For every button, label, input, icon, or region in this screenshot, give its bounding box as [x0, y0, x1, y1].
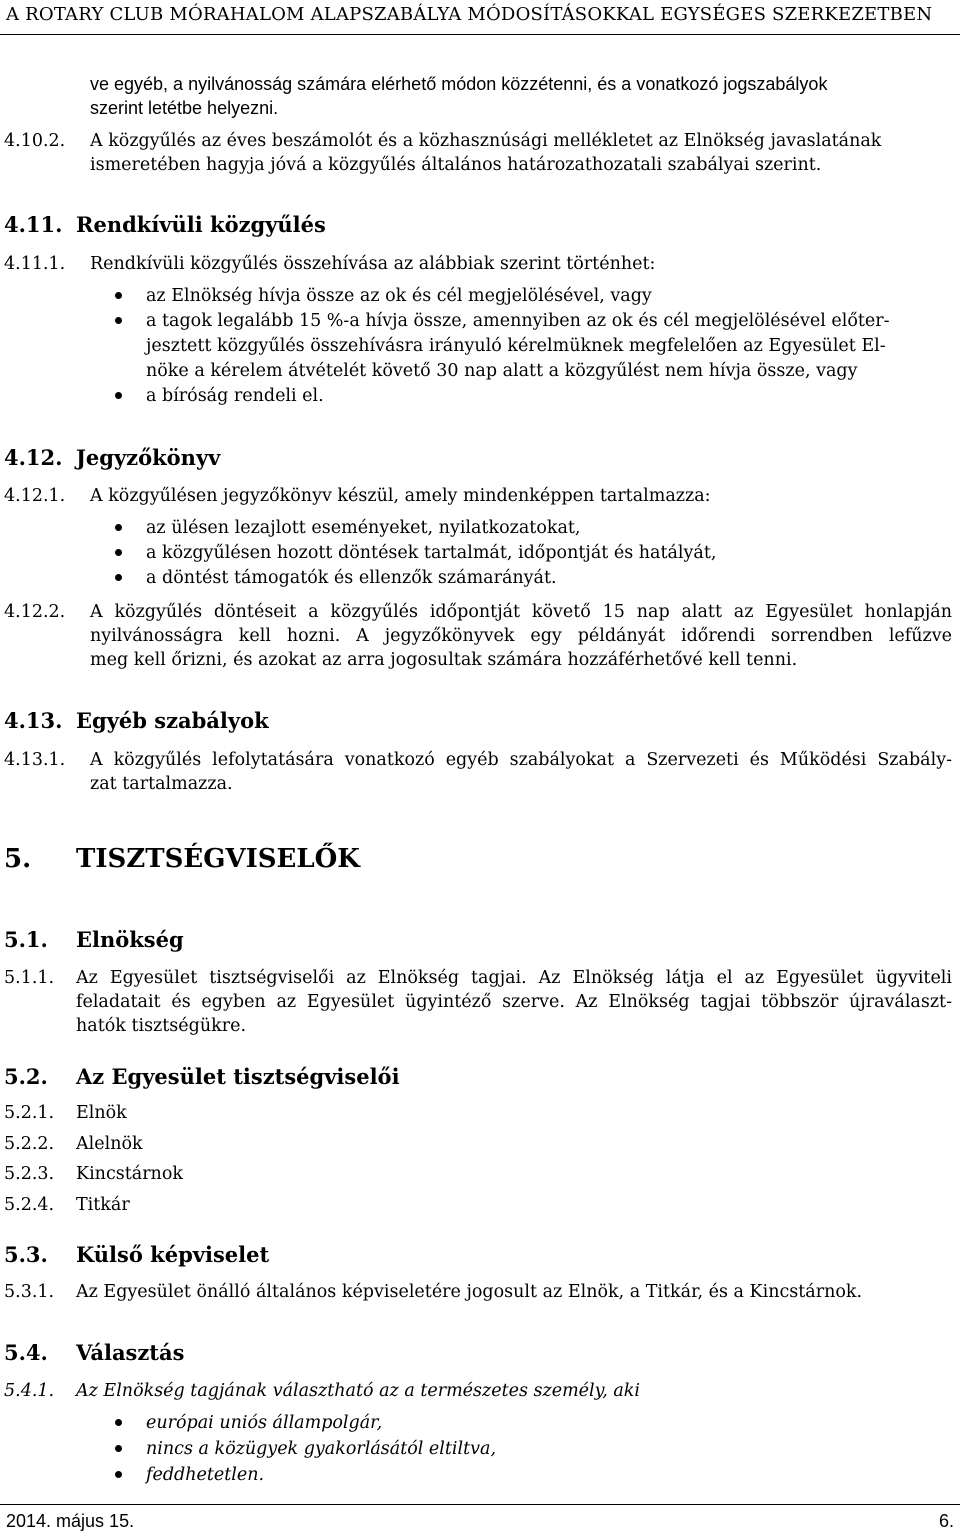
section-number: 5.3.: [4, 1242, 48, 1267]
section-heading: Az Egyesület tisztségviselői: [76, 1064, 400, 1089]
list-item-continuation: jesztett közgyűlés összehívásra irányuló kérelmüknek megfelelően az Egyesület El-: [146, 336, 886, 356]
section-number: 4.12.: [4, 445, 63, 470]
list-item: a bíróság rendeli el.: [146, 386, 324, 406]
paragraph-line: A közgyűlés lefolytatására vonatkozó egyéb szabályokat a Szervezeti és Működési Szabály-: [90, 750, 952, 770]
paragraph-line: Rendkívüli közgyűlés összehívása az alábbiak szerint történhet:: [90, 254, 656, 274]
paragraph-line: feladatait és egyben az Egyesület ügyintéző szerve. Az Elnökség tagjai többször újraválaszt-: [76, 992, 952, 1012]
page-number: 6.: [938, 1511, 954, 1531]
paragraph-number: 4.10.2.: [4, 131, 66, 151]
paragraph-line: A közgyűlés döntéseit a közgyűlés időpontját követő 15 nap alatt az Egyesület honlapján: [90, 602, 952, 622]
intro-line-2: szerint letétbe helyezni.: [90, 98, 279, 118]
officer-item: Kincstárnok: [76, 1164, 183, 1184]
header-title: A ROTARY CLUB MÓRAHALOM ALAPSZABÁLYA MÓDOSÍTÁSOKKAL EGYSÉGES SZERKEZETBEN: [6, 4, 933, 25]
paragraph-line: Az Egyesület tisztségviselői az Elnökség tagjai. Az Elnökség látja el az Egyesület ügyviteli: [76, 968, 952, 988]
paragraph-line: Az Elnökség tagjának választható az a természetes személy, aki: [76, 1381, 640, 1401]
list-item: feddhetetlen.: [146, 1465, 265, 1485]
list-number: 5.2.1.: [4, 1103, 55, 1123]
section-number: 5.4.: [4, 1340, 48, 1365]
list-item: az ülésen lezajlott eseményeket, nyilatkozatokat,: [146, 518, 581, 538]
intro-line-1: ve egyéb, a nyilvánosság számára elérhető módon közzétenni, és a vonatkozó jogszabályok: [90, 74, 828, 94]
paragraph-number: 5.4.1.: [4, 1381, 55, 1401]
list-item: a tagok legalább 15 %-a hívja össze, amennyiben az ok és cél megjelölésével előter-: [146, 311, 890, 331]
paragraph-number: 5.3.1.: [4, 1282, 55, 1302]
bullet-icon: [115, 574, 122, 581]
officer-item: Elnök: [76, 1103, 127, 1123]
bullet-icon: [115, 1471, 122, 1478]
list-number: 5.2.4.: [4, 1195, 55, 1215]
paragraph-line: nyilvánosságra kell hozni. A jegyzőkönyvek egy példányát időrendi sorrendben lefűzve: [90, 626, 952, 646]
paragraph-number: 5.1.1.: [4, 968, 55, 988]
list-item: az Elnökség hívja össze az ok és cél megjelölésével, vagy: [146, 286, 652, 306]
paragraph-line: hatók tisztségükre.: [76, 1016, 247, 1036]
section-heading: Egyéb szabályok: [76, 708, 269, 733]
list-number: 5.2.3.: [4, 1164, 55, 1184]
list-item: a közgyűlésen hozott döntések tartalmát, időpontját és hatályát,: [146, 543, 717, 563]
section-heading: Külső képviselet: [76, 1242, 270, 1267]
bullet-icon: [115, 1445, 122, 1452]
section-heading: Elnökség: [76, 927, 184, 952]
list-item: nincs a közügyek gyakorlásától eltiltva,: [146, 1439, 497, 1459]
section-number: 4.11.: [4, 212, 63, 237]
bullet-icon: [115, 292, 122, 299]
bullet-icon: [115, 317, 122, 324]
bullet-icon: [115, 549, 122, 556]
section-heading: Rendkívüli közgyűlés: [76, 212, 326, 237]
paragraph-number: 4.13.1.: [4, 750, 66, 770]
paragraph-number: 4.12.2.: [4, 602, 66, 622]
footer-date: 2014. május 15.: [6, 1511, 135, 1531]
officer-item: Alelnök: [76, 1134, 143, 1154]
bullet-icon: [115, 524, 122, 531]
bullet-icon: [115, 392, 122, 399]
section-heading: Jegyzőkönyv: [76, 445, 221, 470]
footer-rule: [0, 1504, 960, 1505]
running-header: [0, 0, 960, 35]
section-number: 5.1.: [4, 927, 48, 952]
chapter-heading: TISZTSÉGVISELŐK: [76, 844, 360, 874]
list-number: 5.2.2.: [4, 1134, 55, 1154]
paragraph-line: ismeretében hagyja jóvá a közgyűlés általános határozathozatali szabályai szerint.: [90, 155, 822, 175]
paragraph-line: A közgyűlésen jegyzőkönyv készül, amely mindenképpen tartalmazza:: [90, 486, 711, 506]
chapter-number: 5.: [4, 844, 32, 874]
paragraph-line: meg kell őrizni, és azokat az arra jogosultak számára hozzáférhetővé kell tenni.: [90, 650, 798, 670]
section-number: 4.13.: [4, 708, 63, 733]
list-item: a döntést támogatók és ellenzők számarányát.: [146, 568, 557, 588]
paragraph-number: 4.12.1.: [4, 486, 66, 506]
paragraph-line: Az Egyesület önálló általános képviseletére jogosult az Elnök, a Titkár, és a Kincstárnok.: [76, 1282, 863, 1302]
paragraph-line: A közgyűlés az éves beszámolót és a közhasznúsági mellékletet az Elnökség javaslatának: [90, 131, 882, 151]
bullet-icon: [115, 1419, 122, 1426]
paragraph-number: 4.11.1.: [4, 254, 66, 274]
section-number: 5.2.: [4, 1064, 48, 1089]
list-item-continuation: nöke a kérelem átvételét követő 30 nap alatt a közgyűlést nem hívja össze, vagy: [146, 361, 858, 381]
officer-item: Titkár: [76, 1195, 130, 1215]
paragraph-line: zat tartalmazza.: [90, 774, 233, 794]
list-item: európai uniós állampolgár,: [146, 1413, 383, 1433]
section-heading: Választás: [76, 1340, 185, 1365]
